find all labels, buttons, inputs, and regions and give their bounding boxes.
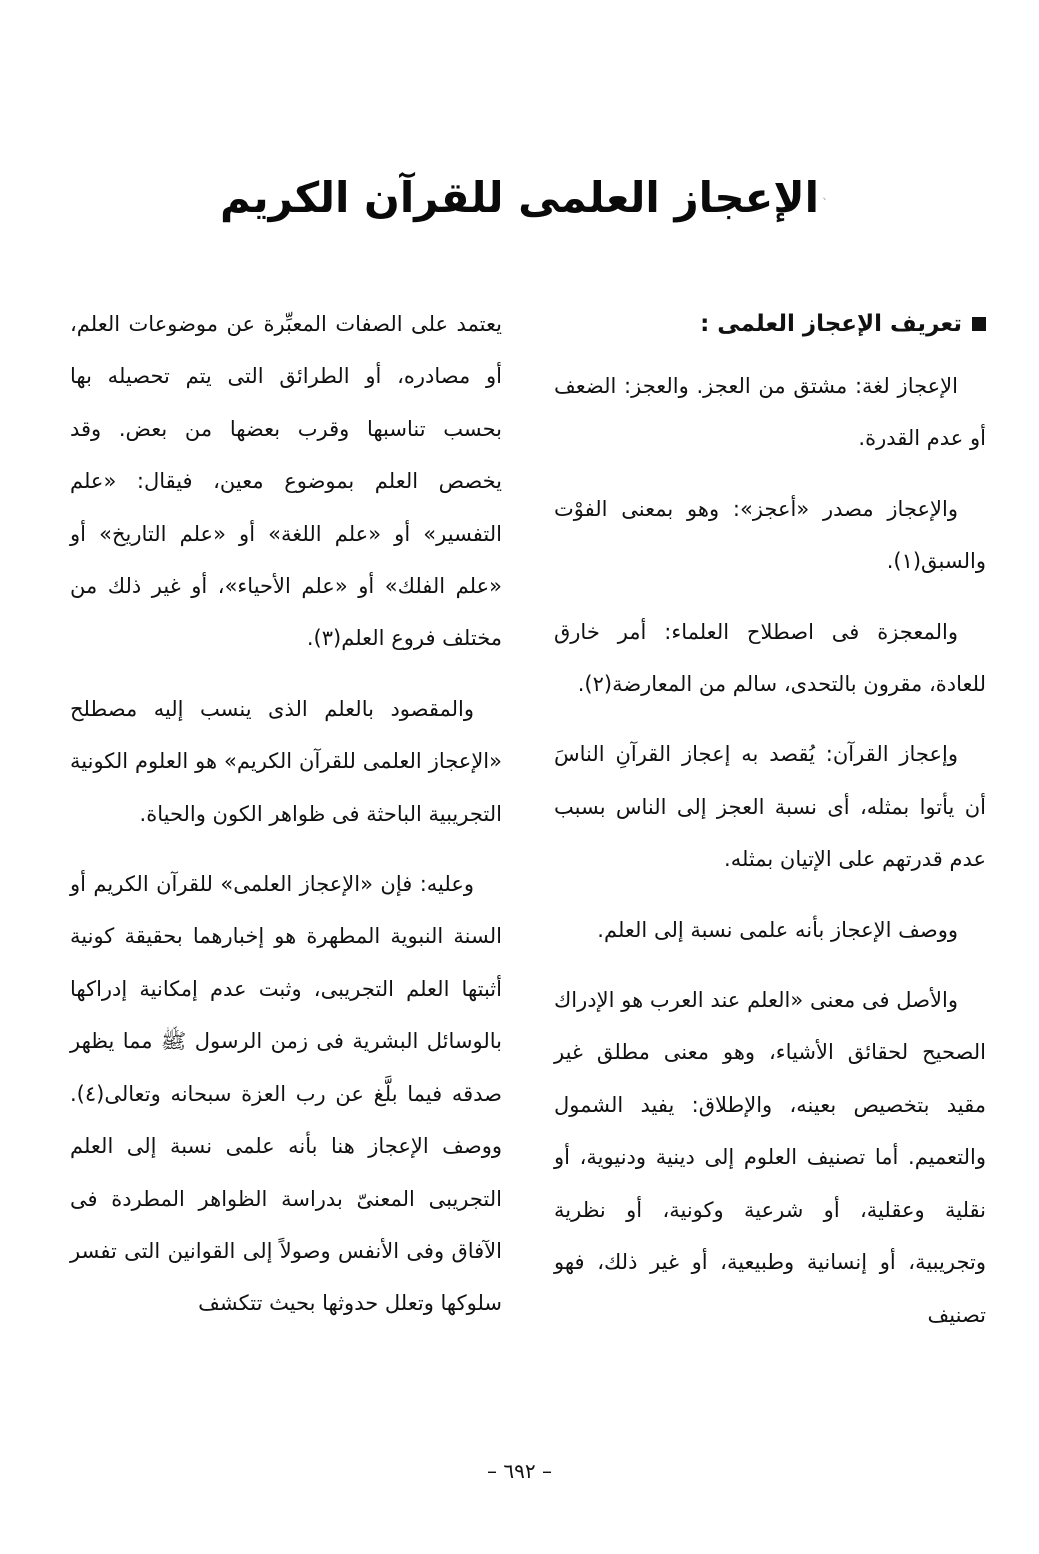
right-column bbox=[554, 298, 986, 1359]
page-title: الإعجاز العلمى للقرآن الكريم bbox=[219, 173, 820, 222]
left-column bbox=[70, 298, 502, 1348]
section-heading-text: تعريف الإعجاز العلمى : bbox=[700, 311, 962, 337]
paragraph: وإعجاز القرآن: يُقصد به إعجاز القرآنِ الناسَ أن يأتوا بمثله، أى نسبة العجز إلى الناس بسبب عدم قدرتهم على الإتيان بمثله. bbox=[554, 742, 986, 872]
paragraph: ووصف الإعجاز بأنه علمى نسبة إلى العلم. bbox=[597, 917, 958, 942]
paragraph: والإعجاز مصدر «أعجز»: وهو بمعنى الفوْت والسبق(١). bbox=[554, 496, 986, 574]
square-bullet-icon bbox=[972, 317, 986, 331]
paragraph: يعتمد على الصفات المعبِّرة عن موضوعات العلم، أو مصادره، أو الطرائق التى يتم تحصيله بها بحسب تناسبها وقرب بعضها من بعض. وقد يخصص العلم بموضوع معين، فيقال: «علم التفسير» أو «علم اللغة» أو «علم التاريخ» أو «علم الفلك» أو «علم الأحياء»، أو غير ذلك من مختلف فروع العلم(٣). bbox=[70, 312, 502, 651]
paragraph: الإعجاز لغة: مشتق من العجز. والعجز: الضعف أو عدم القدرة. bbox=[554, 374, 986, 451]
page-number: – ٦٩٢ – bbox=[487, 1459, 552, 1483]
paragraph: والأصل فى معنى «العلم عند العرب هو الإدراك الصحيح لحقائق الأشياء، وهو معنى مطلق غير مقيد بتخصيص بعينه، والإطلاق: يفيد الشمول والتعميم. أما تصنيف العلوم إلى دينية ودنيوية، أو نقلية وعقلية، أو شرعية وكونية، أو نظرية وتجريبية، أو إنسانية وطبيعية، أو غير ذلك، فهو تصنيف bbox=[554, 988, 986, 1327]
paragraph: وعليه: فإن «الإعجاز العلمى» للقرآن الكريم أو السنة النبوية المطهرة هو إخبارهما بحقيقة كونية أثبتها العلم التجريبى، وثبت عدم إمكانية إدراكها بالوسائل البشرية فى زمن الرسول ﷺ مما يظهر صدقه فيما بلَّغ عن رب العزة سبحانه وتعالى(٤). ووصف الإعجاز هنا بأنه علمى نسبة إلى العلم التجريبى المعنىّ بدراسة الظواهر المطردة فى الآفاق وفى الأنفس وصولاً إلى القوانين التى تفسر سلوكها وتعلل حدوثها بحيث تتكشف bbox=[70, 872, 502, 1316]
paragraph: والمقصود بالعلم الذى ينسب إليه مصطلح «الإعجاز العلمى للقرآن الكريم» هو العلوم الكونية التجريبية الباحثة فى ظواهر الكون والحياة. bbox=[70, 696, 502, 826]
paragraph: والمعجزة فى اصطلاح العلماء: أمر خارق للعادة، مقرون بالتحدى، سالم من المعارضة(٢). bbox=[554, 619, 986, 697]
section-heading bbox=[554, 298, 986, 350]
scan-speck: ˎ bbox=[822, 186, 828, 200]
